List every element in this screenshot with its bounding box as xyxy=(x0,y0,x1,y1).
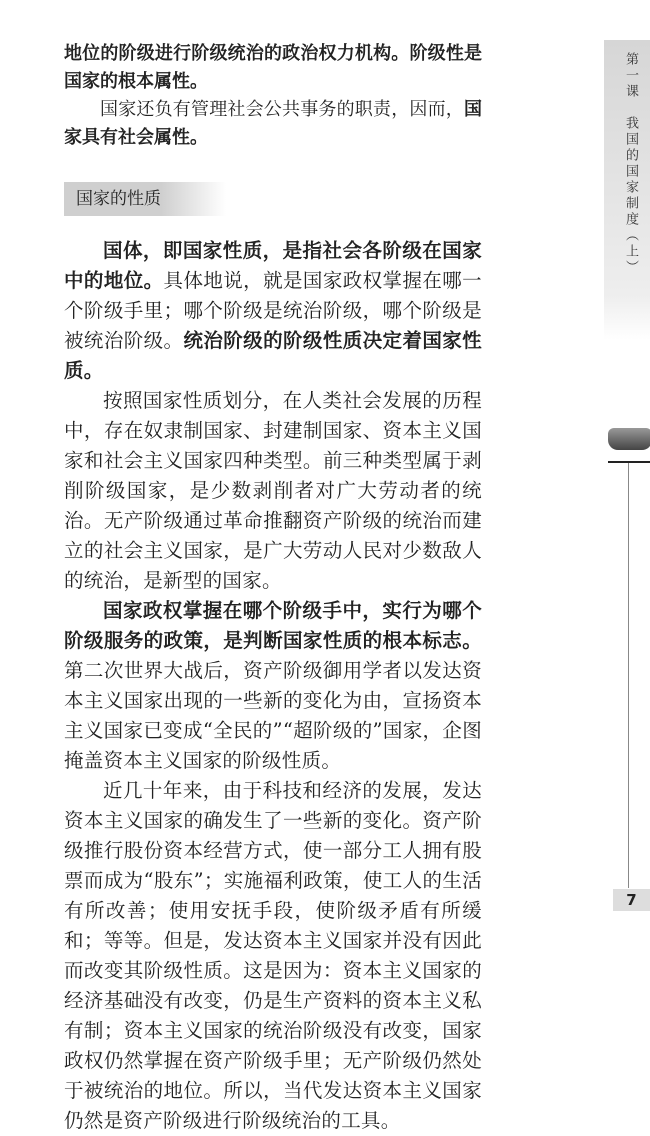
chapter-title: 第一课 我国的国家制度（上） xyxy=(623,52,638,276)
paragraph xyxy=(64,236,482,386)
divider xyxy=(628,463,629,888)
bold-text: 国体，即国家性质，是指社会各阶级在国家中的地位。 xyxy=(64,239,482,292)
bold-text: 统治阶级的阶级性质决定着国家性质。 xyxy=(64,329,482,382)
paragraph: 按照国家性质划分，在人类社会发展的历程中，存在奴隶制国家、封建制国家、资本主义国家和社会主义国家四种类型。前三种类型属于剥削阶级国家，是少数剥削者对广大劳动者的统治。无产阶级通过革命推翻资产阶级的统治而建立的社会主义国家，是广大劳动人民对少数敌人的统治，是新型的国家。 xyxy=(64,389,482,592)
section-heading: 国家的性质 xyxy=(64,182,226,216)
building-icon xyxy=(608,428,650,450)
text: 第二次世界大战后，资产阶级御用学者以发达资本主义国家出现的一些新的变化为由，宣扬资本主义国家已变成“全民的”“超阶级的”国家，企图掩盖资本主义国家的阶级性质。 xyxy=(64,659,482,772)
page-number: 7 xyxy=(613,889,650,911)
bold-text: 国家具有社会属性。 xyxy=(64,99,482,148)
chapter-sidebar xyxy=(604,40,650,340)
paragraph: 近几十年来，由于科技和经济的发展，发达资本主义国家的确发生了一些新的变化。资产阶级推行股份资本经营方式，使一部分工人拥有股票而成为“股东”；实施福利政策，使工人的生活有所改善；使用安抚手段，使阶级矛盾有所缓和；等等。但是，发达资本主义国家并没有因此而改变其阶级性质。这是因为：资本主义国家的经济基础没有改变，仍是生产资料的资本主义私有制；资本主义国家的统治阶级没有改变，国家政权仍然掌握在资产阶级手里；无产阶级仍然处于被统治的地位。所以，当代发达资本主义国家仍然是资产阶级进行阶级统治的工具。 xyxy=(64,779,482,1132)
paragraph xyxy=(64,596,482,776)
paragraph: 地位的阶级进行阶级统治的政治权力机构。阶级性是国家的根本属性。 xyxy=(64,43,482,92)
paragraph xyxy=(64,96,482,152)
divider xyxy=(608,461,650,463)
section-body xyxy=(64,236,482,1136)
text: 国家还负有管理社会公共事务的职责，因而， xyxy=(100,99,464,120)
text: 具体地说，就是国家政权掌握在哪一个阶级手里；哪个阶级是统治阶级，哪个阶级是被统治阶级。 xyxy=(64,269,482,352)
page-content xyxy=(64,40,482,1136)
bold-text: 国家政权掌握在哪个阶级手中，实行为哪个阶级服务的政策，是判断国家性质的根本标志。 xyxy=(64,599,482,652)
